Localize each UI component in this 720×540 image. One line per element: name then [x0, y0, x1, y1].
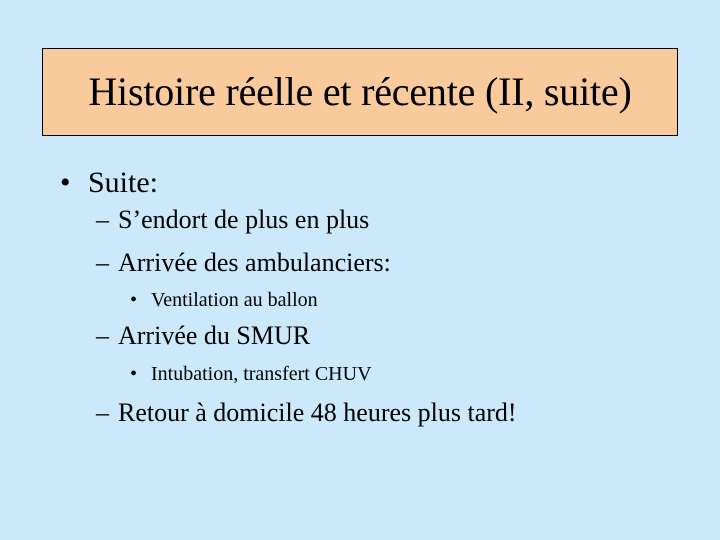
sub-bullet-text: Arrivée des ambulanciers: [118, 248, 391, 277]
sub-bullet-text: S’endort de plus en plus [118, 205, 370, 234]
sub-sub-bullet-marker: • [130, 363, 138, 385]
sub-bullet-text: Retour à domicile 48 heures plus tard! [118, 398, 517, 427]
dash-marker: – [96, 248, 109, 277]
bullet-marker: • [60, 166, 71, 199]
dash-marker: – [96, 321, 109, 350]
dash-marker: – [96, 398, 109, 427]
dash-marker: – [96, 205, 109, 234]
slide-title: Histoire réelle et récente (II, suite) [88, 69, 632, 114]
bullet-text: Suite: [88, 166, 159, 199]
sub-bullet-text: Arrivée du SMUR [118, 321, 311, 350]
sub-sub-bullet-marker: • [130, 289, 138, 311]
sub-sub-bullet-text: Ventilation au ballon [151, 289, 318, 311]
sub-sub-bullet-text: Intubation, transfert CHUV [151, 363, 372, 385]
